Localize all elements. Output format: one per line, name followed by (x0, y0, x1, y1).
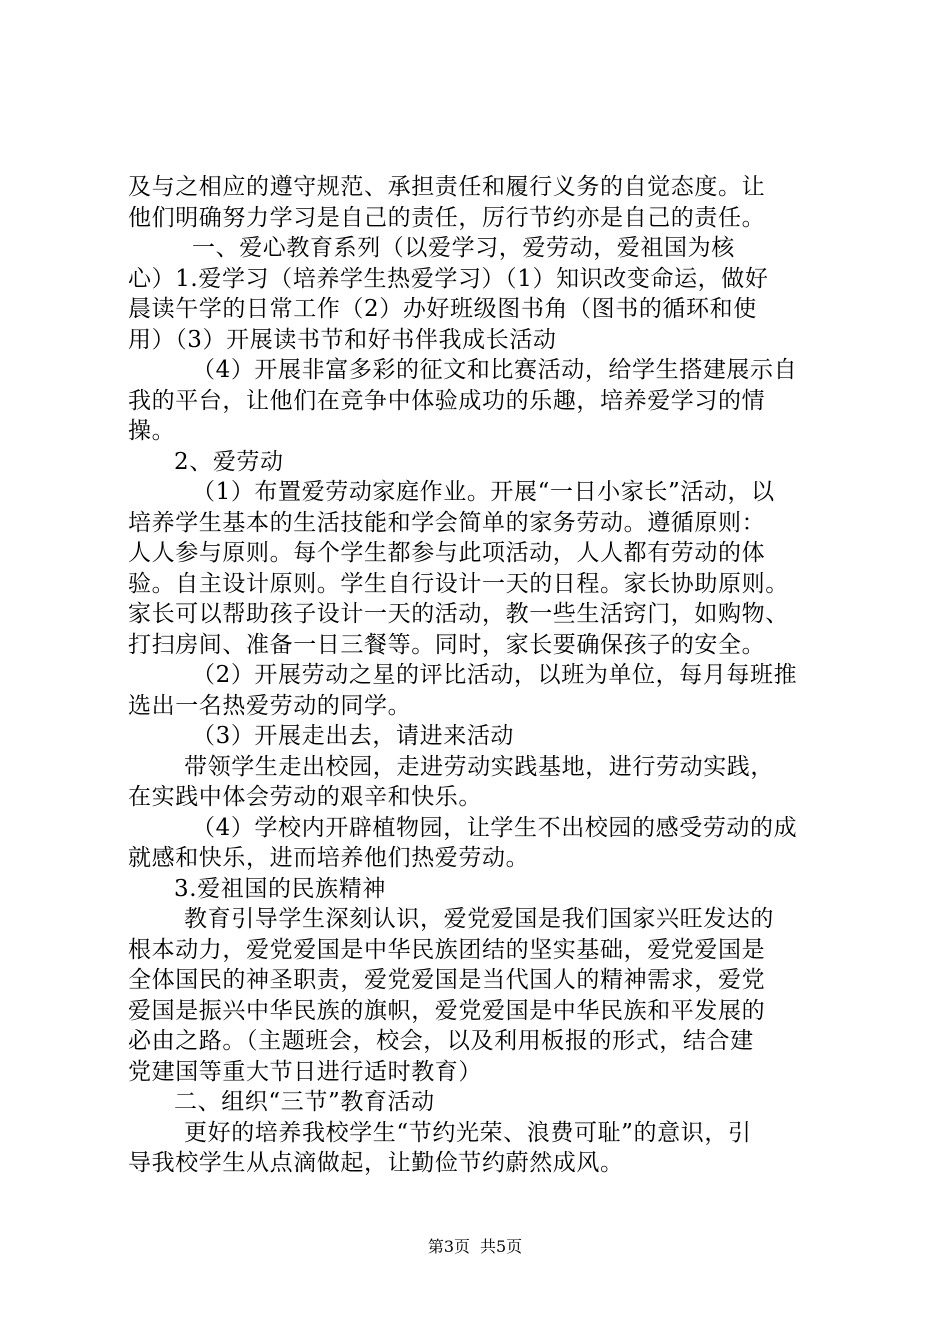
text-line: 我的平台，让他们在竞争中体验成功的乐趣，培养爱学习的情 (128, 387, 766, 414)
text-line: 党建国等重大节日进行适时教育） (128, 1058, 482, 1085)
text-line: （3）开展走出去，请进来活动 (192, 723, 515, 749)
section-heading-love-education: 一、爱心教育系列（以爱学习，爱劳动，爱祖国为核 (192, 235, 735, 261)
text-line: 晨读午学的日常工作（2）办好班级图书角（图书的循环和使 (128, 296, 757, 322)
text-line: （4）学校内开辟植物园，让学生不出校园的感受劳动的成 (192, 814, 798, 841)
text-line: 心）1.爱学习（培养学生热爱学习）（1）知识改变命运，做好 (128, 265, 769, 292)
text-line: （1）布置爱劳动家庭作业。开展“一日小家长”活动，以 (192, 479, 775, 505)
text-line: 用）（3）开展读书节和好书伴我成长活动 (128, 326, 557, 353)
page-footer (0, 1237, 950, 1257)
page-total: 共5页 (480, 1237, 523, 1256)
subheading-love-motherland: 3.爱祖国的民族精神 (174, 875, 386, 902)
text-line: （2）开展劳动之星的评比活动，以班为单位，每月每班推 (192, 662, 798, 688)
text-line: 教育引导学生深刻认识，爱党爱国是我们国家兴旺发达的 (184, 906, 774, 932)
text-line: 选出一名热爱劳动的同学。 (128, 692, 412, 719)
text-line: （4）开展非富多彩的征文和比赛活动，给学生搭建展示自 (192, 357, 798, 383)
text-line: 导我校学生从点滴做起，让勤俭节约蔚然成风。 (128, 1150, 624, 1176)
text-line: 家长可以帮助孩子设计一天的活动，教一些生活窍门，如购物、 (128, 601, 789, 627)
text-line: 培养学生基本的生活技能和学会简单的家务劳动。遵循原则： (128, 509, 766, 536)
text-line: 根本动力，爱党爱国是中华民族团结的坚实基础，爱党爱国是 (128, 936, 766, 963)
page-number: 第3页 (427, 1237, 470, 1256)
text-line: 更好的培养我校学生“节约光荣、浪费可耻”的意识，引 (184, 1119, 752, 1146)
section-heading-three-festivals: 二、组织“三节”教育活动 (174, 1089, 435, 1115)
text-line: 必由之路。（主题班会，校会，以及利用板报的形式，结合建 (128, 1028, 754, 1054)
text-line: 爱国是振兴中华民族的旗帜，爱党爱国是中华民族和平发展的 (128, 997, 766, 1024)
text-line: 打扫房间、准备一日三餐等。同时，家长要确保孩子的安全。 (128, 631, 766, 658)
text-line: 人人参与原则。每个学生都参与此项活动，人人都有劳动的体 (128, 540, 766, 566)
text-line: 操。 (128, 418, 176, 444)
text-line: 就感和快乐，进而培养他们热爱劳动。 (128, 845, 530, 871)
subheading-love-labor: 2、爱劳动 (174, 448, 284, 475)
text-line: 验。自主设计原则。学生自行设计一天的日程。家长协助原则。 (128, 570, 789, 597)
text-line: 他们明确努力学习是自己的责任，厉行节约亦是自己的责任。 (128, 204, 766, 231)
text-line: 在实践中体会劳动的艰辛和快乐。 (128, 784, 482, 810)
text-line: 全体国民的神圣职责，爱党爱国是当代国人的精神需求，爱党 (128, 967, 766, 993)
text-line: 带领学生走出校园，走进劳动实践基地，进行劳动实践， (184, 753, 774, 780)
text-line: 及与之相应的遵守规范、承担责任和履行义务的自觉态度。让 (128, 174, 766, 200)
document-body (128, 172, 833, 1179)
